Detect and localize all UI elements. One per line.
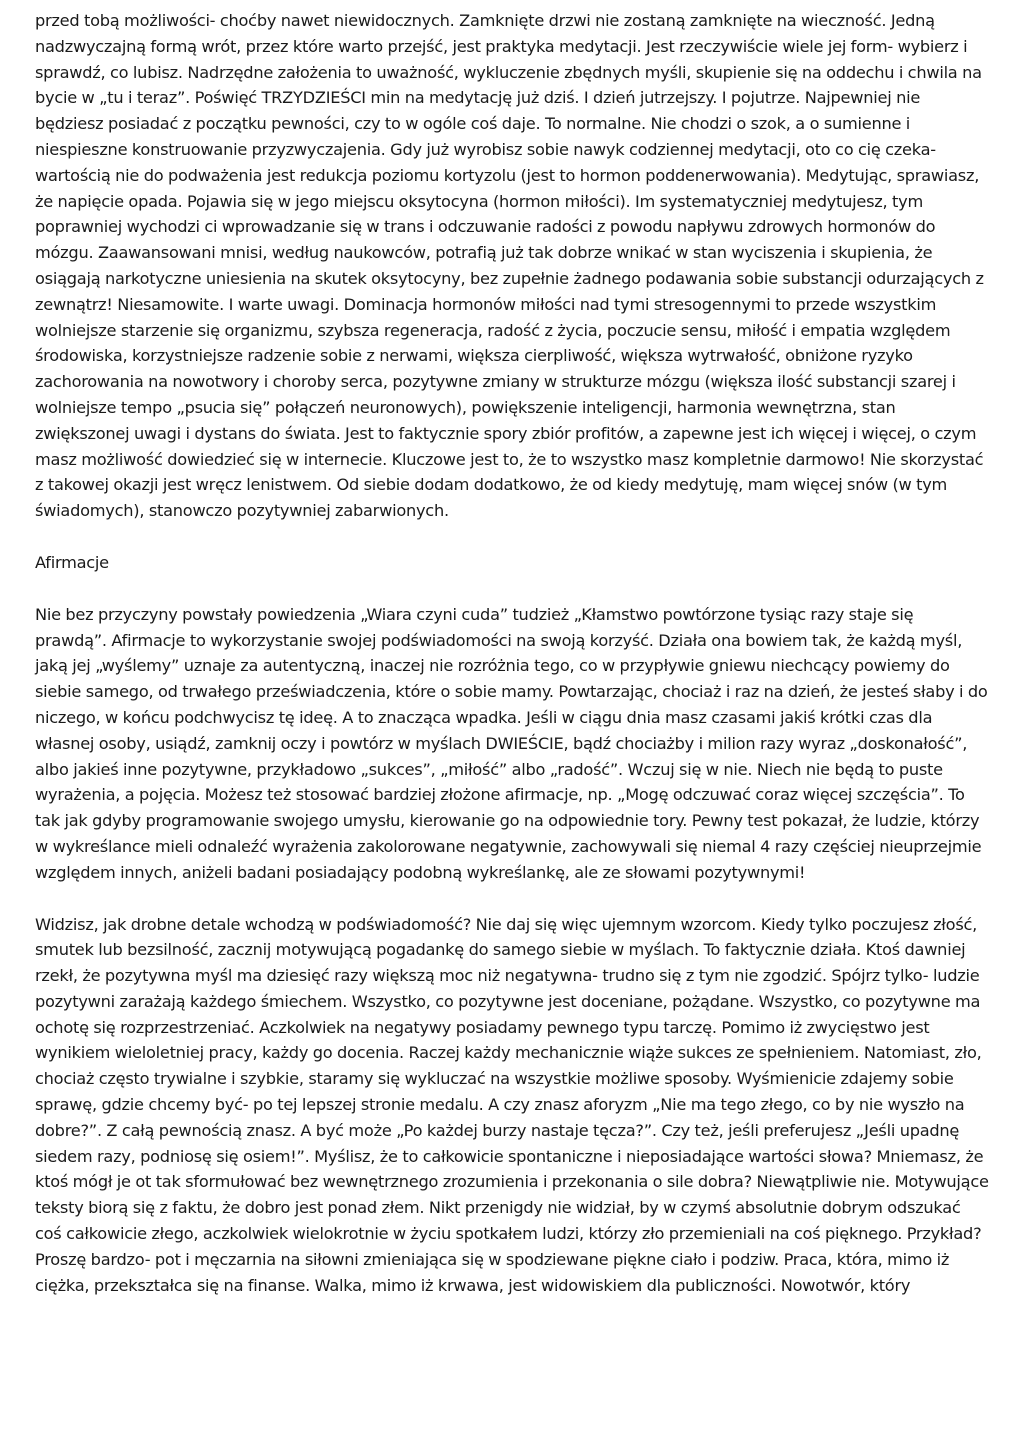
paragraph-positive-thinking: Widzisz, jak drobne detale wchodzą w podświadomość? Nie daj się więc ujemnym wzorcom. Kiedy tylko poczujesz złość, smutek lub bezsilność, zacznij motywującą pogadankę do samego siebie w myślach. To faktycznie działa. Ktoś dawniej rzekł, że pozytywna myśl ma dziesięć razy większą moc niż negatywna- trudno się z tym nie zgodzić. Spójrz tylko- ludzie pozytywni zarażają każdego śmiechem. Wszystko, co pozytywne jest doceniane, pożądane. Wszystko, co pozytywne ma ochotę się rozprzestrzeniać. Aczkolwiek na negatywy posiadamy pewnego typu tarczę. Pomimo iż zwycięstwo jest wynikiem wieloletniej pracy, każdy go docenia. Raczej każdy mechanicznie wiąże sukces ze spełnieniem. Natomiast, zło, chociaż często trywialne i szybkie, staramy się wykluczać na wszystkie możliwe sposoby. Wyśmienicie zdajemy sobie sprawę, gdzie chcemy być- po tej lepszej stronie medalu. A czy znasz aforyzm „Nie ma tego złego, co by nie wyszło na dobre?”. Z całą pewnością znasz. A być może „Po każdej burzy nastaje tęcza?”. Czy też, jeśli preferujesz „Jeśli upadnę siedem razy, podniosę się osiem!”. Myślisz, że to całkowicie spontaniczne i nieposiadające wartości słowa? Mniemasz, że ktoś mógł je ot tak sformułować bez wewnętrznego zrozumienia i przekonania o sile dobra? Niewątpliwie nie. Motywujące teksty biorą się z faktu, że dobro jest ponad złem. Nikt przenigdy nie widział, by w czymś absolutnie dobrym odszukać coś całkowicie złego, aczkolwiek wielokrotnie w życiu spotkałem ludzi, którzy zło przemieniali na coś pięknego. Przykład? Proszę bardzo- pot i męczarnia na siłowni zmieniająca się w spodziewane piękne ciało i podziw. Praca, która, mimo iż ciężka, przekształca się na finanse. Walka, mimo iż krwawa, jest widowiskiem dla publiczności. Nowotwór, który	[35, 914, 989, 1295]
section-heading-afirmacje: Afirmacje	[35, 552, 109, 572]
paragraph-affirmations: Nie bez przyczyny powstały powiedzenia „Wiara czyni cuda” tudzież „Kłamstwo powtórzone tysiąc razy staje się prawdą”. Afirmacje to wykorzystanie swojej podświadomości na swoją korzyść. Działa ona bowiem tak, że każdą myśl, jaką jej „wyślemy” uznaje za autentyczną, inaczej nie rozróżnia tego, co w przypływie gniewu niechcący powiemy do siebie samego, od trwałego przeświadczenia, które o sobie mamy. Powtarzając, chociaż i raz na dzień, że jesteś słaby i do niczego, w końcu podchwycisz tę ideę. A to znacząca wpadka. Jeśli w ciągu dnia masz czasami jakiś krótki czas dla własnej osoby, usiądź, zamknij oczy i powtórz w myślach DWIEŚCIE, bądź chociażby i milion razy wyraz „doskonałość”, albo jakieś inne pozytywne, przykładowo „sukces”, „miłość” albo „radość”. Wczuj się w nie. Niech nie będą to puste wyrażenia, a pojęcia. Możesz też stosować bardziej złożone afirmacje, np. „Mogę odczuwać coraz więcej szczęścia”. To tak jak gdyby programowanie swojego umysłu, kierowanie go na odpowiednie tory. Pewny test pokazał, że ludzie, którzy w wykreślance mieli odnaleźć wyrażenia zakolorowane negatywnie, zachowywali się niemal 4 razy częściej nieuprzejmie względem innych, aniżeli badani posiadający podobną wykreślankę, ale ze słowami pozytywnymi!	[35, 604, 988, 882]
paragraph-meditation: przed tobą możliwości- choćby nawet niewidocznych. Zamknięte drzwi nie zostaną zamknięte na wieczność. Jedną nadzwyczajną formą wrót, przez które warto przejść, jest praktyka medytacji. Jest rzeczywiście wiele jej form- wybierz i sprawdź, co lubisz. Nadrzędne założenia to uważność, wykluczenie zbędnych myśli, skupienie się na oddechu i chwila na bycie w „tu i teraz”. Poświęć TRZYDZIEŚCI min na medytację już dziś. I dzień jutrzejszy. I pojutrze. Najpewniej nie będziesz posiadać z początku pewności, czy to w ogóle coś daje. To normalne. Nie chodzi o szok, a o sumienne i niespieszne konstruowanie przyzwyczajenia. Gdy już wyrobisz sobie nawyk codziennej medytacji, oto co cię czeka- wartością nie do podważenia jest redukcja poziomu kortyzolu (jest to hormon poddenerwowania). Medytując, sprawiasz, że napięcie opada. Pojawia się w jego miejscu oksytocyna (hormon miłości). Im systematyczniej medytujesz, tym poprawniej wychodzi ci wprowadzanie się w trans i odczuwanie radości z powodu napływu zdrowych hormonów do mózgu. Zaawansowani mnisi, według naukowców, potrafią już tak dobrze wnikać w stan wyciszenia i skupienia, że osiągają narkotyczne uniesienia na skutek oksytocyny, bez zupełnie żadnego podawania sobie substancji odurzających z zewnątrz! Niesamowite. I warte uwagi. Dominacja hormonów miłości nad tymi stresogennymi to przede wszystkim wolniejsze starzenie się organizmu, szybsza regeneracja, radość z życia, poczucie sensu, miłość i empatia względem środowiska, korzystniejsze radzenie sobie z nerwami, większa cierpliwość, większa wytrwałość, obniżone ryzyko zachorowania na nowotwory i choroby serca, pozytywne zmiany w strukturze mózgu (większa ilość substancji szarej i wolniejsze tempo „psucia się” połączeń neuronowych), powiększenie inteligencji, harmonia wewnętrzna, stan zwiększonej uwagi i dystans do świata. Jest to faktycznie spory zbiór profitów, a zapewne jest ich więcej i więcej, o czym masz możliwość dowiedzieć się w internecie. Kluczowe jest to, że to wszystko masz kompletnie darmowo! Nie skorzystać z takowej okazji jest wręcz lenistwem. Od siebie dodam dodatkowo, że od kiedy medytuję, mam więcej snów (w tym świadomych), stanowczo pozytywniej zabarwionych.	[35, 11, 984, 521]
document-page	[35, 8, 989, 1324]
